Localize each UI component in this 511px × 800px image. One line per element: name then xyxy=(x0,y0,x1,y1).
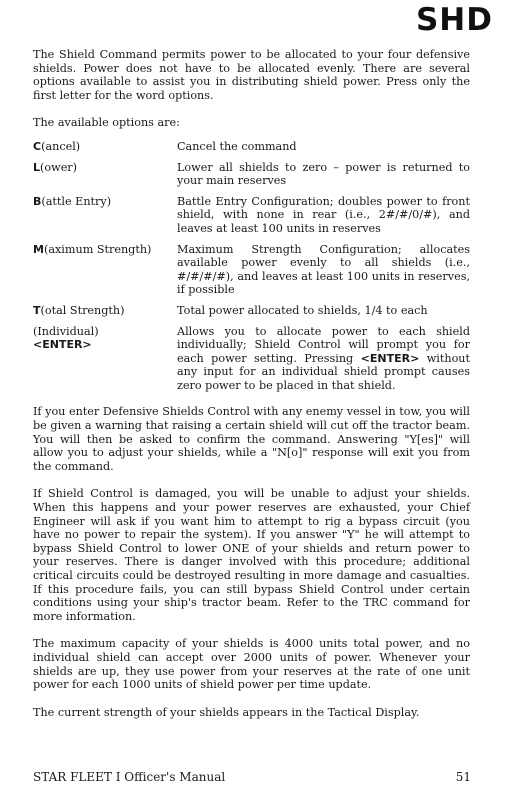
option-description: Cancel the command xyxy=(177,139,297,153)
option-rest: (attle Entry) xyxy=(41,194,112,208)
option-key xyxy=(33,140,177,154)
display-paragraph: The current strength of your shields appears in the Tactical Display. xyxy=(33,705,420,719)
option-individual-label: (Individual) xyxy=(33,324,99,338)
available-options-label: The available options are: xyxy=(33,116,180,130)
footer-manual-title: STAR FLEET I Officer's Manual xyxy=(33,770,226,784)
option-battle-entry xyxy=(33,195,470,236)
page-body xyxy=(33,48,470,733)
option-letter: L xyxy=(33,160,41,174)
option-key xyxy=(33,195,177,236)
option-rest: (otal Strength) xyxy=(40,303,125,317)
option-letter: M xyxy=(33,242,44,256)
tractor-beam-paragraph: If you enter Defensive Shields Control with any enemy vessel in tow, you will be given a warning that raising a certain shield will cut off the tractor beam. You will then be asked to confirm the command. Answering "Y[es]" will allow you to adjust your shields, while a "N[o]" response will exit you from the command. xyxy=(33,405,470,473)
option-rest: (ancel) xyxy=(41,139,81,153)
individual-desc-part-2: without any input for an individual shield prompt causes zero power to be placed in that shield. xyxy=(177,351,471,392)
option-letter: T xyxy=(33,303,41,317)
option-key xyxy=(33,243,177,297)
individual-desc-part-1: Allows you to allocate power to each shield individually; Shield Control will prompt you for each power setting. Pressing xyxy=(177,324,470,365)
capacity-paragraph: The maximum capacity of your shields is 4000 units total power, and no individual shield can accept over 2000 units of power. Whenever your shields are up, they use power from your reserves at the rate of one unit power for each 1000 units of shield power per time update. xyxy=(33,637,470,692)
option-description: Maximum Strength Configuration; allocates available power evenly to all shields (i.e., #/#/#/#), and leaves at least 100 units in reserves, if possible xyxy=(177,242,470,297)
option-rest: (aximum Strength) xyxy=(43,242,152,256)
option-description xyxy=(177,325,470,393)
option-letter: B xyxy=(33,194,42,208)
option-key xyxy=(33,161,177,188)
enter-key-inline: <ENTER> xyxy=(360,351,420,365)
intro-paragraph: The Shield Command permits power to be allocated to your four defensive shields. Power does not have to be allocated evenly. There are several options available to assist you in distributing shield power. Press only the first letter for the word options. xyxy=(33,48,470,102)
option-description: Lower all shields to zero – power is returned to your main reserves xyxy=(177,160,470,188)
option-total-strength xyxy=(33,304,470,318)
option-key xyxy=(33,304,177,318)
option-cancel xyxy=(33,140,470,154)
enter-key-label: <ENTER> xyxy=(33,338,92,352)
option-description: Battle Entry Configuration; doubles power to front shield, with none in rear (i.e., 2#/#/0/#), and leaves at least 100 units in reserves xyxy=(177,194,470,235)
damage-paragraph: If Shield Control is damaged, you will be unable to adjust your shields. When this happens and your power reserves are exhausted, your Chief Engineer will ask if you want him to attempt to rig a bypass circuit (you have no power to repair the system). If you answer "Y" he will attempt to bypass Shield Control to lower ONE of your shields and return power to your reserves. There is danger involved with this procedure; additional critical circuits could be destroyed resulting in more damage and casualties. If this procedure fails, you can still bypass Shield Control under certain conditions using your ship's tractor beam. Refer to the TRC command for more information. xyxy=(33,487,470,623)
options-list xyxy=(33,140,470,393)
option-key xyxy=(33,325,177,393)
option-description: Total power allocated to shields, 1/4 to each xyxy=(177,303,428,317)
option-letter: C xyxy=(33,139,42,153)
footer-page-number: 51 xyxy=(455,770,471,784)
option-lower xyxy=(33,161,470,188)
page-header-code: SHD xyxy=(415,2,493,38)
option-individual xyxy=(33,325,470,393)
option-maximum-strength xyxy=(33,243,470,297)
option-rest: (ower) xyxy=(40,160,78,174)
